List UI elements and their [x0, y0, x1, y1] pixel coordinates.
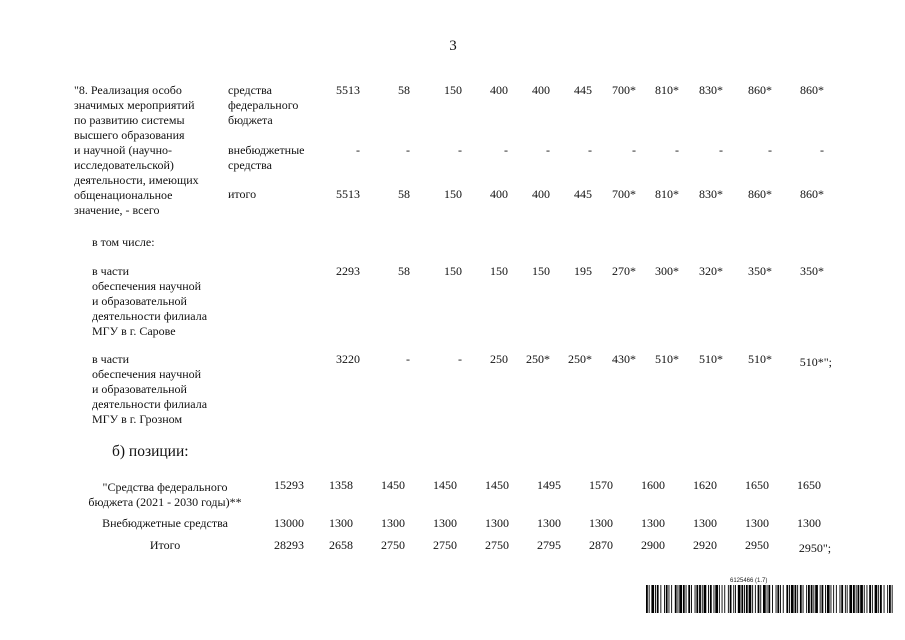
table-cell: 2750 [381, 538, 405, 552]
sub-row-label-line: МГУ в г. Сарове [92, 324, 176, 338]
barcode-bar [738, 585, 741, 613]
barcode-bar [815, 585, 818, 613]
barcode-bar [853, 585, 855, 613]
sub-row-label-line: в части [92, 264, 130, 278]
table-cell: 195 [574, 264, 592, 278]
barcode-bar [841, 585, 843, 613]
barcode-bar [752, 585, 753, 613]
table-cell: 2795 [537, 538, 561, 552]
table-cell: 1450 [381, 478, 405, 492]
position-label-line: "Средства федерального [102, 480, 228, 494]
sub-row-label-line: и образовательной [92, 382, 187, 396]
table-cell: 3220 [336, 352, 360, 366]
table-cell: - [719, 143, 723, 157]
table-cell: 430* [612, 352, 636, 366]
table-cell: 1300 [693, 516, 717, 530]
position-label: Внебюджетные средства [102, 516, 228, 530]
table-cell: - [588, 143, 592, 157]
table-cell: 250* [526, 352, 550, 366]
table-cell: 400 [490, 83, 508, 97]
barcode-bar [827, 585, 830, 613]
table-cell: 58 [398, 187, 410, 201]
table-cell: 150 [444, 264, 462, 278]
table-cell: 350* [748, 264, 772, 278]
barcode-bar [655, 585, 656, 613]
table-cell: 1620 [693, 478, 717, 492]
table-cell: 150 [444, 187, 462, 201]
barcode-bar [860, 585, 863, 613]
measure-title-line: и научной (научно- [74, 143, 173, 157]
barcode-bar [808, 585, 810, 613]
barcode-bar [858, 585, 860, 613]
barcode-bar [869, 585, 871, 613]
barcode-bar [699, 585, 701, 613]
barcode-bar [657, 585, 659, 613]
table-cell: 1300 [641, 516, 665, 530]
barcode-bar [797, 585, 798, 613]
measure-title-line: общенациональное [74, 188, 173, 202]
table-cell: 150 [490, 264, 508, 278]
barcode-bar [825, 585, 826, 613]
barcode-bar [822, 585, 824, 613]
table-cell: - [406, 352, 410, 366]
table-cell: - [546, 143, 550, 157]
page-number: 3 [449, 38, 457, 54]
table-cell: 58 [398, 83, 410, 97]
table-cell: 1300 [381, 516, 405, 530]
barcode-bar [671, 585, 672, 613]
barcode-bar [695, 585, 696, 613]
table-cell: 510*"; [799, 355, 832, 369]
barcode-bar [710, 585, 712, 613]
barcode-bar [777, 585, 779, 613]
sub-row-label-line: деятельности филиала [92, 397, 208, 411]
barcode-bar [728, 585, 729, 613]
table-cell: 1450 [433, 478, 457, 492]
barcode-bar [760, 585, 761, 613]
barcode-bar [714, 585, 715, 613]
funding-source-label: внебюджетные [228, 143, 305, 157]
table-cell: 1495 [537, 478, 561, 492]
table-cell: 860* [748, 83, 772, 97]
table-cell: 2658 [329, 538, 353, 552]
barcode-bar [683, 585, 685, 613]
barcode-bar [776, 585, 777, 613]
barcode-bar [715, 585, 718, 613]
barcode-bar [763, 585, 766, 613]
table-cell: 320* [699, 264, 723, 278]
barcode-bar [884, 585, 885, 613]
table-cell: 810* [655, 83, 679, 97]
barcode-bar [780, 585, 781, 613]
table-cell: 1300 [485, 516, 509, 530]
barcode-bar [768, 585, 770, 613]
barcode-bar [733, 585, 734, 613]
barcode-bar [749, 585, 752, 613]
position-label: Итого [149, 538, 181, 552]
table-cell: 1300 [589, 516, 613, 530]
barcode-bar [758, 585, 760, 613]
barcode-bar [755, 585, 756, 613]
barcode-bar [789, 585, 790, 613]
table-cell: 510* [748, 352, 772, 366]
measure-title-line: по развитию системы [74, 113, 185, 127]
table-cell: 1450 [485, 478, 509, 492]
barcode-bar [651, 585, 654, 613]
table-cell: 300* [655, 264, 679, 278]
table-cell: - [458, 352, 462, 366]
table-cell: 28293 [274, 538, 304, 552]
barcode-bar [735, 585, 736, 613]
table-cell: 2900 [641, 538, 665, 552]
barcode-bar [722, 585, 723, 613]
table-cell: 510* [699, 352, 723, 366]
barcode-bar [867, 585, 868, 613]
table-cell: - [820, 143, 824, 157]
measure-title-line: значение, - всего [74, 203, 160, 217]
barcode-bar [686, 585, 687, 613]
barcode-bar [887, 585, 888, 613]
funding-source-label: итого [228, 187, 257, 201]
barcode-bar [767, 585, 768, 613]
barcode-bar [746, 585, 748, 613]
table-cell: 1570 [589, 478, 613, 492]
table-cell: 400 [490, 187, 508, 201]
barcode-bar [820, 585, 821, 613]
barcode-bar [646, 585, 648, 613]
barcode-bar [892, 585, 893, 613]
table-cell: 2920 [693, 538, 717, 552]
barcode-bar [660, 585, 661, 613]
table-cell: 250 [490, 352, 508, 366]
table-cell: 2950"; [798, 541, 832, 555]
table-cell: - [406, 143, 410, 157]
table-cell: 15293 [274, 478, 304, 492]
table-cell: 700* [612, 83, 636, 97]
barcode-bar [783, 585, 784, 613]
measure-title-line: исследовательской) [74, 158, 174, 172]
barcode-bar [880, 585, 882, 613]
sub-row-label-line: МГУ в г. Грозном [92, 412, 183, 426]
table-cell: 270* [612, 264, 636, 278]
measure-title-line: деятельности, имеющих [74, 173, 199, 187]
table-cell: 1300 [537, 516, 561, 530]
barcode-bar [813, 585, 814, 613]
sub-row-label-line: обеспечения научной [92, 279, 202, 293]
table-cell: 150 [532, 264, 550, 278]
table-cell: 1650 [797, 478, 821, 492]
table-cell: 445 [574, 187, 592, 201]
table-cell: 5513 [336, 187, 360, 201]
barcode-bar [806, 585, 807, 613]
barcode-bar [878, 585, 879, 613]
barcode-bar [772, 585, 773, 613]
table-cell: 1600 [641, 478, 665, 492]
barcode-bar [678, 585, 679, 613]
sub-row-label-line: обеспечения научной [92, 367, 202, 381]
barcode-bar [840, 585, 841, 613]
table-cell: - [675, 143, 679, 157]
barcode-bar [702, 585, 703, 613]
sub-row-label-line: и образовательной [92, 294, 187, 308]
barcode-bar [845, 585, 846, 613]
barcode-bar [691, 585, 692, 613]
barcode-bar [811, 585, 813, 613]
table-cell: 830* [699, 187, 723, 201]
table-cell: 13000 [274, 516, 304, 530]
funding-source-label: бюджета [228, 113, 273, 127]
table-cell: 150 [444, 83, 462, 97]
barcode-bar [669, 585, 670, 613]
barcode-bar [704, 585, 707, 613]
barcode-bar [800, 585, 802, 613]
barcode-bar [856, 585, 857, 613]
table-cell: 2870 [589, 538, 613, 552]
table-cell: 400 [532, 83, 550, 97]
barcode-bar [675, 585, 677, 613]
table-cell: 1358 [329, 478, 353, 492]
table-cell: 58 [398, 264, 410, 278]
table-cell: 860* [800, 83, 824, 97]
barcode-bar [836, 585, 837, 613]
table-cell: 830* [699, 83, 723, 97]
table-cell: - [458, 143, 462, 157]
table-cell: - [504, 143, 508, 157]
barcode-bar [833, 585, 834, 613]
barcode-bar [730, 585, 732, 613]
table-cell: 5513 [336, 83, 360, 97]
sub-row-label-line: в части [92, 352, 130, 366]
barcode-bar [679, 585, 682, 613]
barcode-bar [696, 585, 698, 613]
barcode-bar [849, 585, 852, 613]
sub-row-label-line: деятельности филиала [92, 309, 208, 323]
position-label-line: бюджета (2021 - 2030 годы)** [88, 495, 242, 509]
barcode-bar [864, 585, 865, 613]
including-label: в том числе: [92, 235, 155, 249]
barcode-bar [724, 585, 725, 613]
barcode-bar [688, 585, 690, 613]
barcode-bar [847, 585, 848, 613]
table-cell: 2750 [433, 538, 457, 552]
funding-source-label: средства [228, 158, 273, 172]
barcode-bar [831, 585, 832, 613]
funding-source-label: средства [228, 83, 273, 97]
table-cell: 860* [748, 187, 772, 201]
table-cell: - [356, 143, 360, 157]
barcode-bar [875, 585, 878, 613]
table-cell: 2293 [336, 264, 360, 278]
table-cell: - [768, 143, 772, 157]
table-cell: 1650 [745, 478, 769, 492]
table-cell: 860* [800, 187, 824, 201]
barcode-bar [795, 585, 797, 613]
barcode-bar [741, 585, 743, 613]
barcode-bar [708, 585, 709, 613]
section-b-heading: б) позиции: [112, 443, 189, 460]
table-cell: 2750 [485, 538, 509, 552]
barcode-bar [803, 585, 804, 613]
barcode-icon [646, 585, 894, 613]
table-cell: 350* [800, 264, 824, 278]
table-cell: 700* [612, 187, 636, 201]
table-cell: 810* [655, 187, 679, 201]
barcode-bar [786, 585, 788, 613]
barcode-bar [791, 585, 794, 613]
table-cell: 2950 [745, 538, 769, 552]
table-cell: 1300 [797, 516, 821, 530]
barcode-bar [744, 585, 745, 613]
table-cell: - [632, 143, 636, 157]
table-cell: 510* [655, 352, 679, 366]
measure-title-line: "8. Реализация особо [74, 83, 182, 97]
measure-title-line: значимых мероприятий [74, 98, 195, 112]
table-cell: 445 [574, 83, 592, 97]
barcode-bar [889, 585, 891, 613]
table-cell: 1300 [433, 516, 457, 530]
table-cell: 250* [568, 352, 592, 366]
measure-title-line: высшего образования [74, 128, 185, 142]
table-cell: 400 [532, 187, 550, 201]
barcode-bar [872, 585, 873, 613]
funding-source-label: федерального [228, 98, 299, 112]
table-cell: 1300 [745, 516, 769, 530]
barcode-bar [649, 585, 650, 613]
barcode-bar [719, 585, 720, 613]
barcode-bar [666, 585, 668, 613]
barcode-bar [664, 585, 665, 613]
barcode-number: 6125466 (1.7) [730, 578, 768, 584]
table-cell: 1300 [329, 516, 353, 530]
